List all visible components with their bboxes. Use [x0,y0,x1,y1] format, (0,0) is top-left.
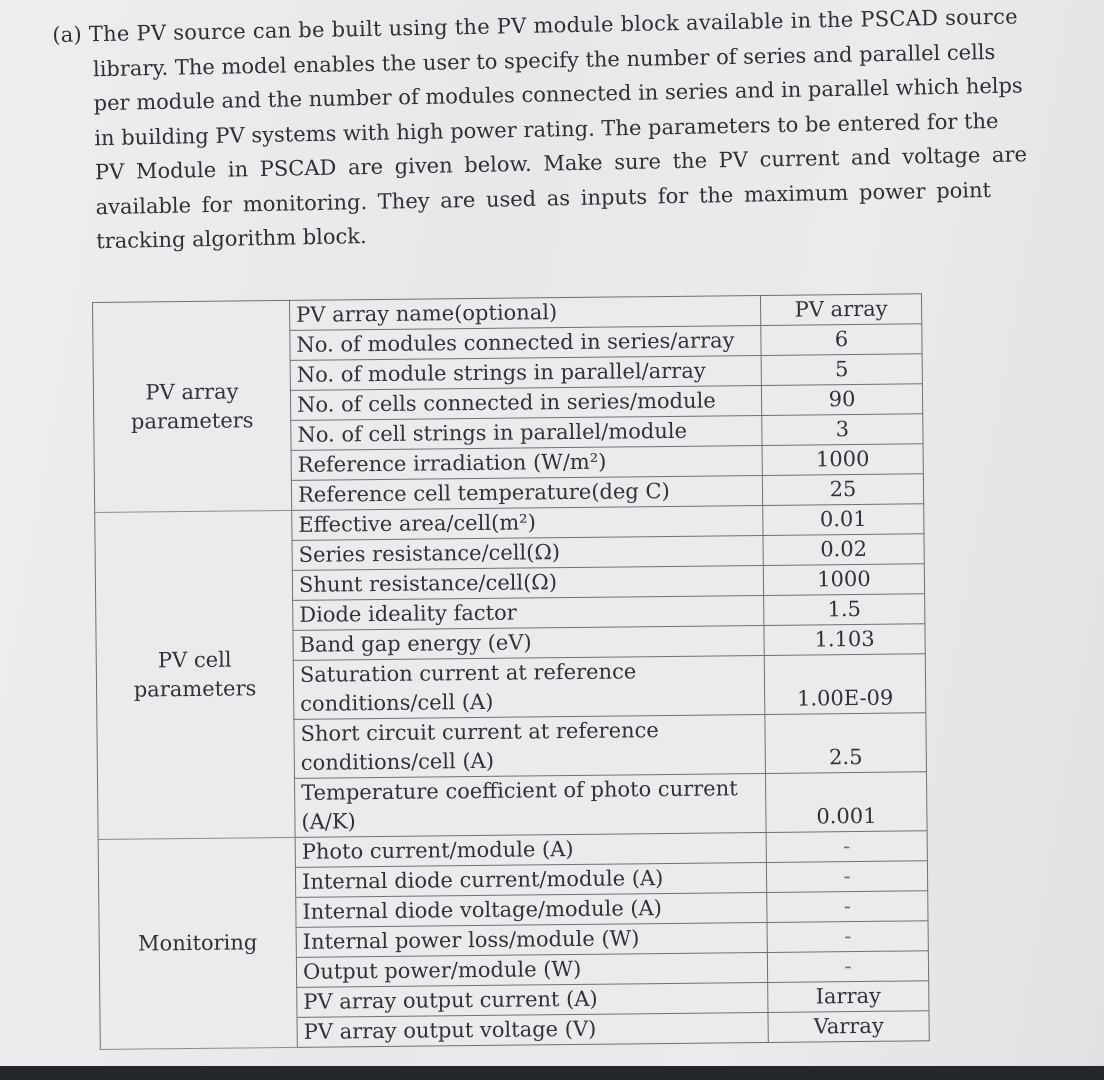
param-cell: Internal diode voltage/module (A) [296,892,767,927]
value-cell: 6 [761,324,922,356]
value-cell: - [767,921,928,953]
value-cell: 5 [761,354,922,386]
param-cell: Internal power loss/module (W) [296,922,767,957]
intro-line: library. The model enables the user to specify the number of series and parallel cells [92,39,996,81]
parameter-table-wrap [92,293,930,1050]
param-cell: PV array output voltage (V) [297,1012,768,1047]
value-cell: 2.5 [765,713,927,774]
param-cell: PV array name(optional) [289,295,760,330]
intro-line: in building PV systems with high power rating. The parameters to be entered for the [94,108,999,150]
value-cell: 90 [761,384,922,416]
intro-line: tracking algorithm block. [96,224,367,254]
group-label-array: PV array parameters [93,300,292,512]
param-cell: Photo current/module (A) [295,832,766,867]
value-cell: 1000 [763,564,924,596]
param-cell: Short circuit current at reference conditions/cell (A) [294,714,766,778]
param-cell: No. of modules connected in series/array [290,325,761,360]
param-cell: No. of module strings in parallel/array [290,355,761,390]
intro-line: (a) The PV source can be built using the PV module block available in the PSCAD source [52,4,1019,47]
param-cell: Band gap energy (eV) [293,625,764,660]
value-cell: 0.001 [765,772,927,833]
value-cell: Varray [768,1011,929,1043]
param-cell: Internal diode current/module (A) [295,862,766,897]
param-cell: Series resistance/cell(Ω) [292,535,763,570]
param-cell: Effective area/cell(m²) [292,505,763,540]
pv-parameter-table [92,293,930,1050]
group-label-cell: PV cell parameters [95,510,295,839]
param-cell: Reference irradiation (W/m²) [291,445,762,480]
value-cell: - [767,891,928,923]
value-cell: 25 [762,474,923,506]
intro-line: PV Module in PSCAD are given below. Make sure the PV current and voltage are [94,142,1028,185]
intro-line: available for monitoring. They are used as inputs for the maximum power point [95,177,992,219]
param-cell: No. of cells connected in series/module [290,385,761,420]
intro-paragraph [52,0,1028,259]
value-cell: 1000 [762,444,923,476]
param-cell: Shunt resistance/cell(Ω) [292,565,763,600]
param-cell: Reference cell temperature(deg C) [291,475,762,510]
value-cell: - [767,951,928,983]
param-cell: Temperature coefficient of photo current (A/K) [294,773,766,837]
header-value-cell: PV array [760,294,921,326]
value-cell: 1.5 [764,594,925,626]
param-cell: No. of cell strings in parallel/module [291,415,762,450]
monitor-bezel [0,1066,1104,1080]
value-cell: - [766,831,927,863]
value-cell: 1.103 [764,624,925,656]
value-cell: 0.02 [763,534,924,566]
value-cell: Iarray [768,981,929,1013]
param-cell: PV array output current (A) [297,982,768,1017]
value-cell: - [766,861,927,893]
value-cell: 3 [762,414,923,446]
param-cell: Diode ideality factor [293,595,764,630]
param-cell: Output power/module (W) [296,952,767,987]
intro-line: per module and the number of modules connected in series and in parallel which helps [93,73,1023,116]
param-cell: Saturation current at reference conditions/cell (A) [293,655,765,719]
group-label-monitoring: Monitoring [98,837,297,1049]
value-cell: 1.00E-09 [764,654,926,715]
value-cell: 0.01 [763,504,924,536]
